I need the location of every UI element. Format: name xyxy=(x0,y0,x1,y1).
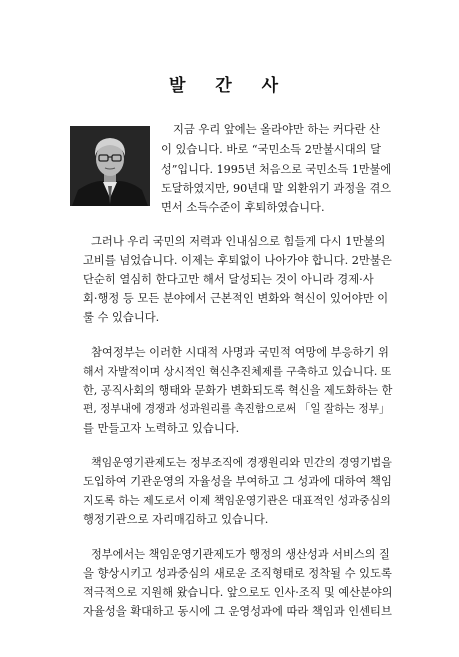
body-line: 지도록 하는 제도로서 이제 책임운영기관은 대표적인 성과중심의 xyxy=(83,494,391,507)
intro-line: 도달하였지만, 90년대 말 외환위기 과정을 겪으 xyxy=(161,182,392,195)
page-title: 발 간 사 xyxy=(168,76,291,96)
author-portrait xyxy=(70,126,150,206)
body-line: 을 향상시키고 성과중심의 새로운 조직형태로 정착될 수 있도록 xyxy=(83,567,392,580)
body-line: 적극적으로 지원해 왔습니다. 앞으로도 인사·조직 및 예산분야의 xyxy=(83,586,393,599)
body-line: 한, 공직사회의 행태와 문화가 변화되도록 혁신을 제도화하는 한 xyxy=(83,384,393,397)
intro-line: 이 있습니다. 바로 “국민소득 2만불시대의 달 xyxy=(161,143,382,156)
intro-line: 성”입니다. 1995년 처음으로 국민소득 1만불에 xyxy=(161,163,392,176)
body-line: 룰 수 있습니다. xyxy=(83,311,160,324)
intro-line: 면서 소득수준이 후퇴하였습니다. xyxy=(161,201,325,214)
body-line: 해서 자발적이며 상시적인 혁신추진체제를 구축하고 있습니다. 또 xyxy=(83,365,392,378)
body-line: 참여정부는 이러한 시대적 사명과 국민적 여망에 부응하기 위 xyxy=(91,346,389,359)
body-line: 를 만들고자 노력하고 있습니다. xyxy=(83,422,240,435)
body-line: 정부에서는 책임운영기관제도가 행정의 생산성과 서비스의 질 xyxy=(91,548,390,561)
body-line: 자율성을 확대하고 동시에 그 운영성과에 따라 책임과 인센티브 xyxy=(83,605,392,618)
body-line: 단순히 열심히 한다고만 해서 달성되는 것이 아니라 경제·사 xyxy=(83,273,374,286)
intro-line: 지금 우리 앞에는 올라야만 하는 커다란 산 xyxy=(173,123,381,136)
portrait-image xyxy=(70,126,150,206)
body-line: 행정기관으로 자리매김하고 있습니다. xyxy=(83,513,269,526)
body-line: 편, 정부내에 경쟁과 성과원리를 촉진함으로써 「일 잘하는 정부」 xyxy=(83,402,390,415)
body-line: 도입하여 기관운영의 자율성을 부여하고 그 성과에 대하여 책임 xyxy=(83,475,392,488)
body-line: 책임운영기관제도는 정부조직에 경쟁원리와 민간의 경영기법을 xyxy=(91,456,392,469)
body-line: 회·행정 등 모든 분야에서 근본적인 변화와 혁신이 있어야만 이 xyxy=(83,292,389,305)
body-line: 고비를 넘었습니다. 이제는 후퇴없이 나아가야 합니다. 2만불은 xyxy=(83,254,392,267)
body-line: 그러나 우리 국민의 저력과 인내심으로 힘들게 다시 1만불의 xyxy=(91,235,386,248)
